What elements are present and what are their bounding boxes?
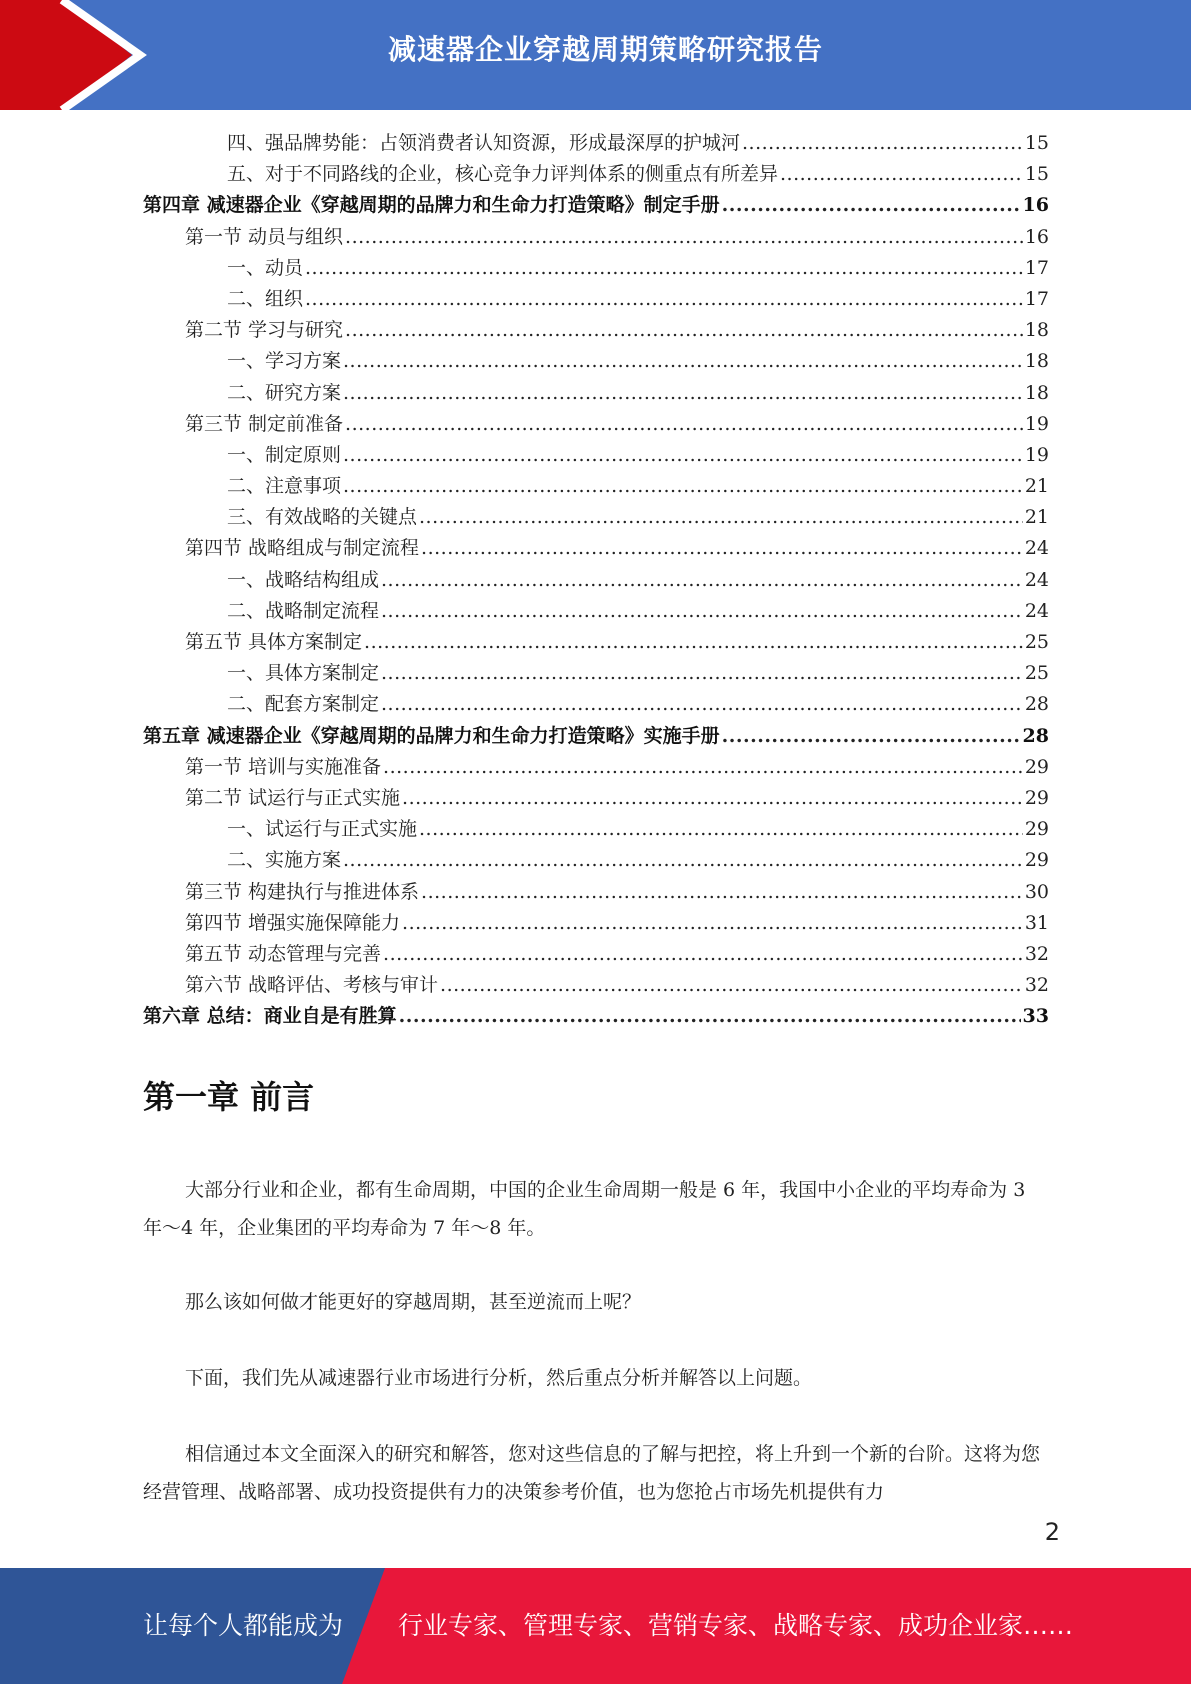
toc-subsection-entry[interactable] (143, 814, 1049, 845)
toc-entry-label: 一、制定原则 (227, 443, 342, 466)
toc-entry-page: 18 (1024, 350, 1049, 373)
toc-subsection-entry[interactable] (143, 346, 1049, 377)
toc-subsection-entry[interactable] (143, 845, 1049, 876)
toc-entry-label: 第四章 减速器企业《穿越周期的品牌力和生命力打造策略》制定手册 (143, 194, 720, 217)
toc-entry-page: 17 (1024, 256, 1049, 279)
toc-chapter-entry[interactable] (143, 190, 1049, 221)
body-paragraph: 那么该如何做才能更好的穿越周期，甚至逆流而上呢？ (185, 1291, 642, 1313)
toc-entry-page: 29 (1024, 818, 1049, 841)
toc-entry-page: 29 (1024, 849, 1049, 872)
body-paragraph: 下面，我们先从减速器行业市场进行分析，然后重点分析并解答以上问题。 (185, 1367, 813, 1389)
toc-leader-dots (381, 658, 1023, 689)
toc-leader-dots (305, 253, 1023, 284)
toc-subsection-entry[interactable] (143, 565, 1049, 596)
toc-entry-page: 17 (1024, 287, 1049, 310)
toc-leader-dots (381, 596, 1023, 627)
toc-entry-label: 第六章 总结：商业自是有胜算 (143, 1005, 397, 1028)
toc-entry-page: 16 (1022, 194, 1049, 217)
toc-leader-dots (440, 970, 1023, 1001)
page-footer (0, 1568, 1191, 1684)
toc-entry-label: 一、试运行与正式实施 (227, 818, 418, 841)
page-header (0, 0, 1191, 110)
toc-section-entry[interactable] (143, 877, 1049, 908)
chapter-heading: 第一章 前言 (143, 1078, 315, 1116)
toc-entry-page: 28 (1024, 693, 1049, 716)
toc-leader-dots (419, 502, 1023, 533)
toc-entry-label: 第一节 动员与组织 (185, 225, 344, 248)
toc-chapter-entry[interactable] (143, 721, 1049, 752)
toc-entry-label: 第五节 具体方案制定 (185, 631, 363, 653)
toc-entry-label: 二、组织 (227, 287, 304, 310)
toc-entry-label: 第二节 学习与研究 (185, 319, 344, 342)
toc-subsection-entry[interactable] (143, 596, 1049, 627)
toc-entry-label: 一、具体方案制定 (227, 662, 380, 685)
toc-leader-dots (383, 752, 1023, 783)
page-number: 2 (1044, 1518, 1060, 1546)
toc-section-entry[interactable] (143, 409, 1049, 440)
toc-section-entry[interactable] (143, 627, 1049, 658)
toc-entry-page: 29 (1024, 786, 1049, 809)
toc-leader-dots (722, 721, 1021, 752)
toc-entry-label: 第四节 战略组成与制定流程 (185, 537, 420, 560)
toc-section-entry[interactable] (143, 908, 1049, 939)
toc-entry-label: 一、动员 (227, 256, 304, 279)
toc-subsection-entry[interactable] (143, 378, 1049, 409)
toc-leader-dots (345, 409, 1023, 440)
toc-leader-dots (419, 814, 1023, 845)
toc-entry-page: 15 (1024, 132, 1049, 154)
toc-leader-dots (402, 908, 1023, 939)
toc-entry-label: 三、有效战略的关键点 (227, 506, 418, 529)
toc-leader-dots (343, 471, 1023, 502)
toc-entry-page: 16 (1024, 225, 1049, 248)
toc-section-entry[interactable] (143, 315, 1049, 346)
toc-leader-dots (364, 627, 1023, 658)
body-paragraph: 相信通过本文全面深入的研究和解答，您对这些信息的了解与把控，将上升到一个新的台阶。这将为您经营管理、战略部署、成功投资提供有力的决策参考价值，也为您抢占市场先机提供有力 (143, 1443, 1041, 1503)
toc-section-entry[interactable] (143, 939, 1049, 970)
toc-entry-label: 二、研究方案 (227, 381, 342, 404)
toc-entry-page: 33 (1022, 1005, 1049, 1028)
toc-entry-label: 二、配套方案制定 (227, 693, 380, 716)
toc-entry-page: 15 (1024, 163, 1049, 186)
toc-subsection-entry[interactable] (143, 284, 1049, 315)
toc-entry-label: 第四节 增强实施保障能力 (185, 911, 401, 934)
toc-leader-dots (345, 315, 1023, 346)
toc-entry-label: 四、强品牌势能：占领消费者认知资源，形成最深厚的护城河 (227, 132, 741, 154)
toc-leader-dots (343, 845, 1023, 876)
toc-entry-page: 25 (1024, 662, 1049, 685)
toc-entry-page: 18 (1024, 381, 1049, 404)
toc-entry-label: 一、战略结构组成 (227, 568, 380, 591)
toc-entry-page: 24 (1024, 537, 1049, 560)
toc-leader-dots (343, 346, 1023, 377)
toc-leader-dots (381, 565, 1023, 596)
toc-leader-dots (343, 440, 1023, 471)
toc-subsection-entry[interactable] (143, 159, 1049, 190)
toc-leader-dots (383, 939, 1023, 970)
toc-subsection-entry[interactable] (143, 471, 1049, 502)
toc-leader-dots (742, 128, 1023, 159)
footer-slogan-left: 让每个人都能成为 (143, 1611, 344, 1640)
toc-leader-dots (722, 190, 1021, 221)
toc-leader-dots (343, 378, 1023, 409)
toc-entry-page: 32 (1024, 974, 1049, 997)
toc-entry-page: 24 (1024, 568, 1049, 591)
toc-entry-page: 31 (1024, 911, 1049, 934)
toc-leader-dots (345, 222, 1023, 253)
toc-section-entry[interactable] (143, 783, 1049, 814)
toc-entry-page: 21 (1024, 475, 1049, 498)
toc-section-entry[interactable] (143, 222, 1049, 253)
toc-entry-page: 18 (1024, 319, 1049, 342)
table-of-contents (143, 128, 1049, 1032)
toc-entry-label: 第一节 培训与实施准备 (185, 755, 382, 778)
toc-subsection-entry[interactable] (143, 502, 1049, 533)
toc-subsection-entry[interactable] (143, 658, 1049, 689)
toc-entry-page: 25 (1024, 631, 1049, 653)
footer-slogan-right: 行业专家、管理专家、营销专家、战略专家、成功企业家…… (398, 1611, 1074, 1640)
toc-leader-dots (381, 689, 1023, 720)
toc-leader-dots (421, 533, 1023, 564)
toc-chapter-entry[interactable] (143, 1001, 1049, 1032)
toc-entry-label: 五、对于不同路线的企业，核心竞争力评判体系的侧重点有所差异 (227, 163, 779, 186)
toc-entry-label: 第三节 构建执行与推进体系 (185, 880, 420, 903)
toc-section-entry[interactable] (143, 970, 1049, 1001)
toc-entry-page: 29 (1024, 755, 1049, 778)
toc-entry-label: 第六节 战略评估、考核与审计 (185, 974, 439, 997)
toc-leader-dots (399, 1001, 1021, 1032)
toc-entry-page: 19 (1024, 443, 1049, 466)
toc-section-entry[interactable] (143, 533, 1049, 564)
toc-entry-page: 28 (1022, 724, 1049, 747)
toc-entry-page: 19 (1024, 412, 1049, 435)
toc-entry-label: 第三节 制定前准备 (185, 412, 344, 435)
body-paragraph: 大部分行业和企业，都有生命周期，中国的企业生命周期一般是 6 年，我国中小企业的平均寿命为 3 年～4 年，企业集团的平均寿命为 7 年～8 年。 (143, 1179, 1026, 1239)
toc-entry-label: 第二节 试运行与正式实施 (185, 786, 401, 809)
toc-section-entry[interactable] (143, 752, 1049, 783)
toc-leader-dots (402, 783, 1023, 814)
toc-entry-label: 第五节 动态管理与完善 (185, 942, 382, 965)
toc-entry-page: 32 (1024, 942, 1049, 965)
toc-entry-page: 24 (1024, 599, 1049, 622)
toc-subsection-entry[interactable] (143, 689, 1049, 720)
toc-leader-dots (421, 877, 1023, 908)
toc-entry-label: 二、战略制定流程 (227, 599, 380, 622)
report-title: 减速器企业穿越周期策略研究报告 (387, 33, 823, 66)
toc-entry-page: 21 (1024, 506, 1049, 529)
toc-entry-label: 第五章 减速器企业《穿越周期的品牌力和生命力打造策略》实施手册 (143, 724, 720, 747)
toc-subsection-entry[interactable] (143, 128, 1049, 159)
toc-entry-label: 二、实施方案 (227, 849, 342, 872)
toc-leader-dots (780, 159, 1023, 190)
toc-subsection-entry[interactable] (143, 440, 1049, 471)
toc-entry-label: 一、学习方案 (227, 350, 342, 373)
toc-entry-label: 二、注意事项 (227, 475, 342, 498)
toc-entry-page: 30 (1024, 880, 1049, 903)
toc-leader-dots (305, 284, 1023, 315)
toc-subsection-entry[interactable] (143, 253, 1049, 284)
